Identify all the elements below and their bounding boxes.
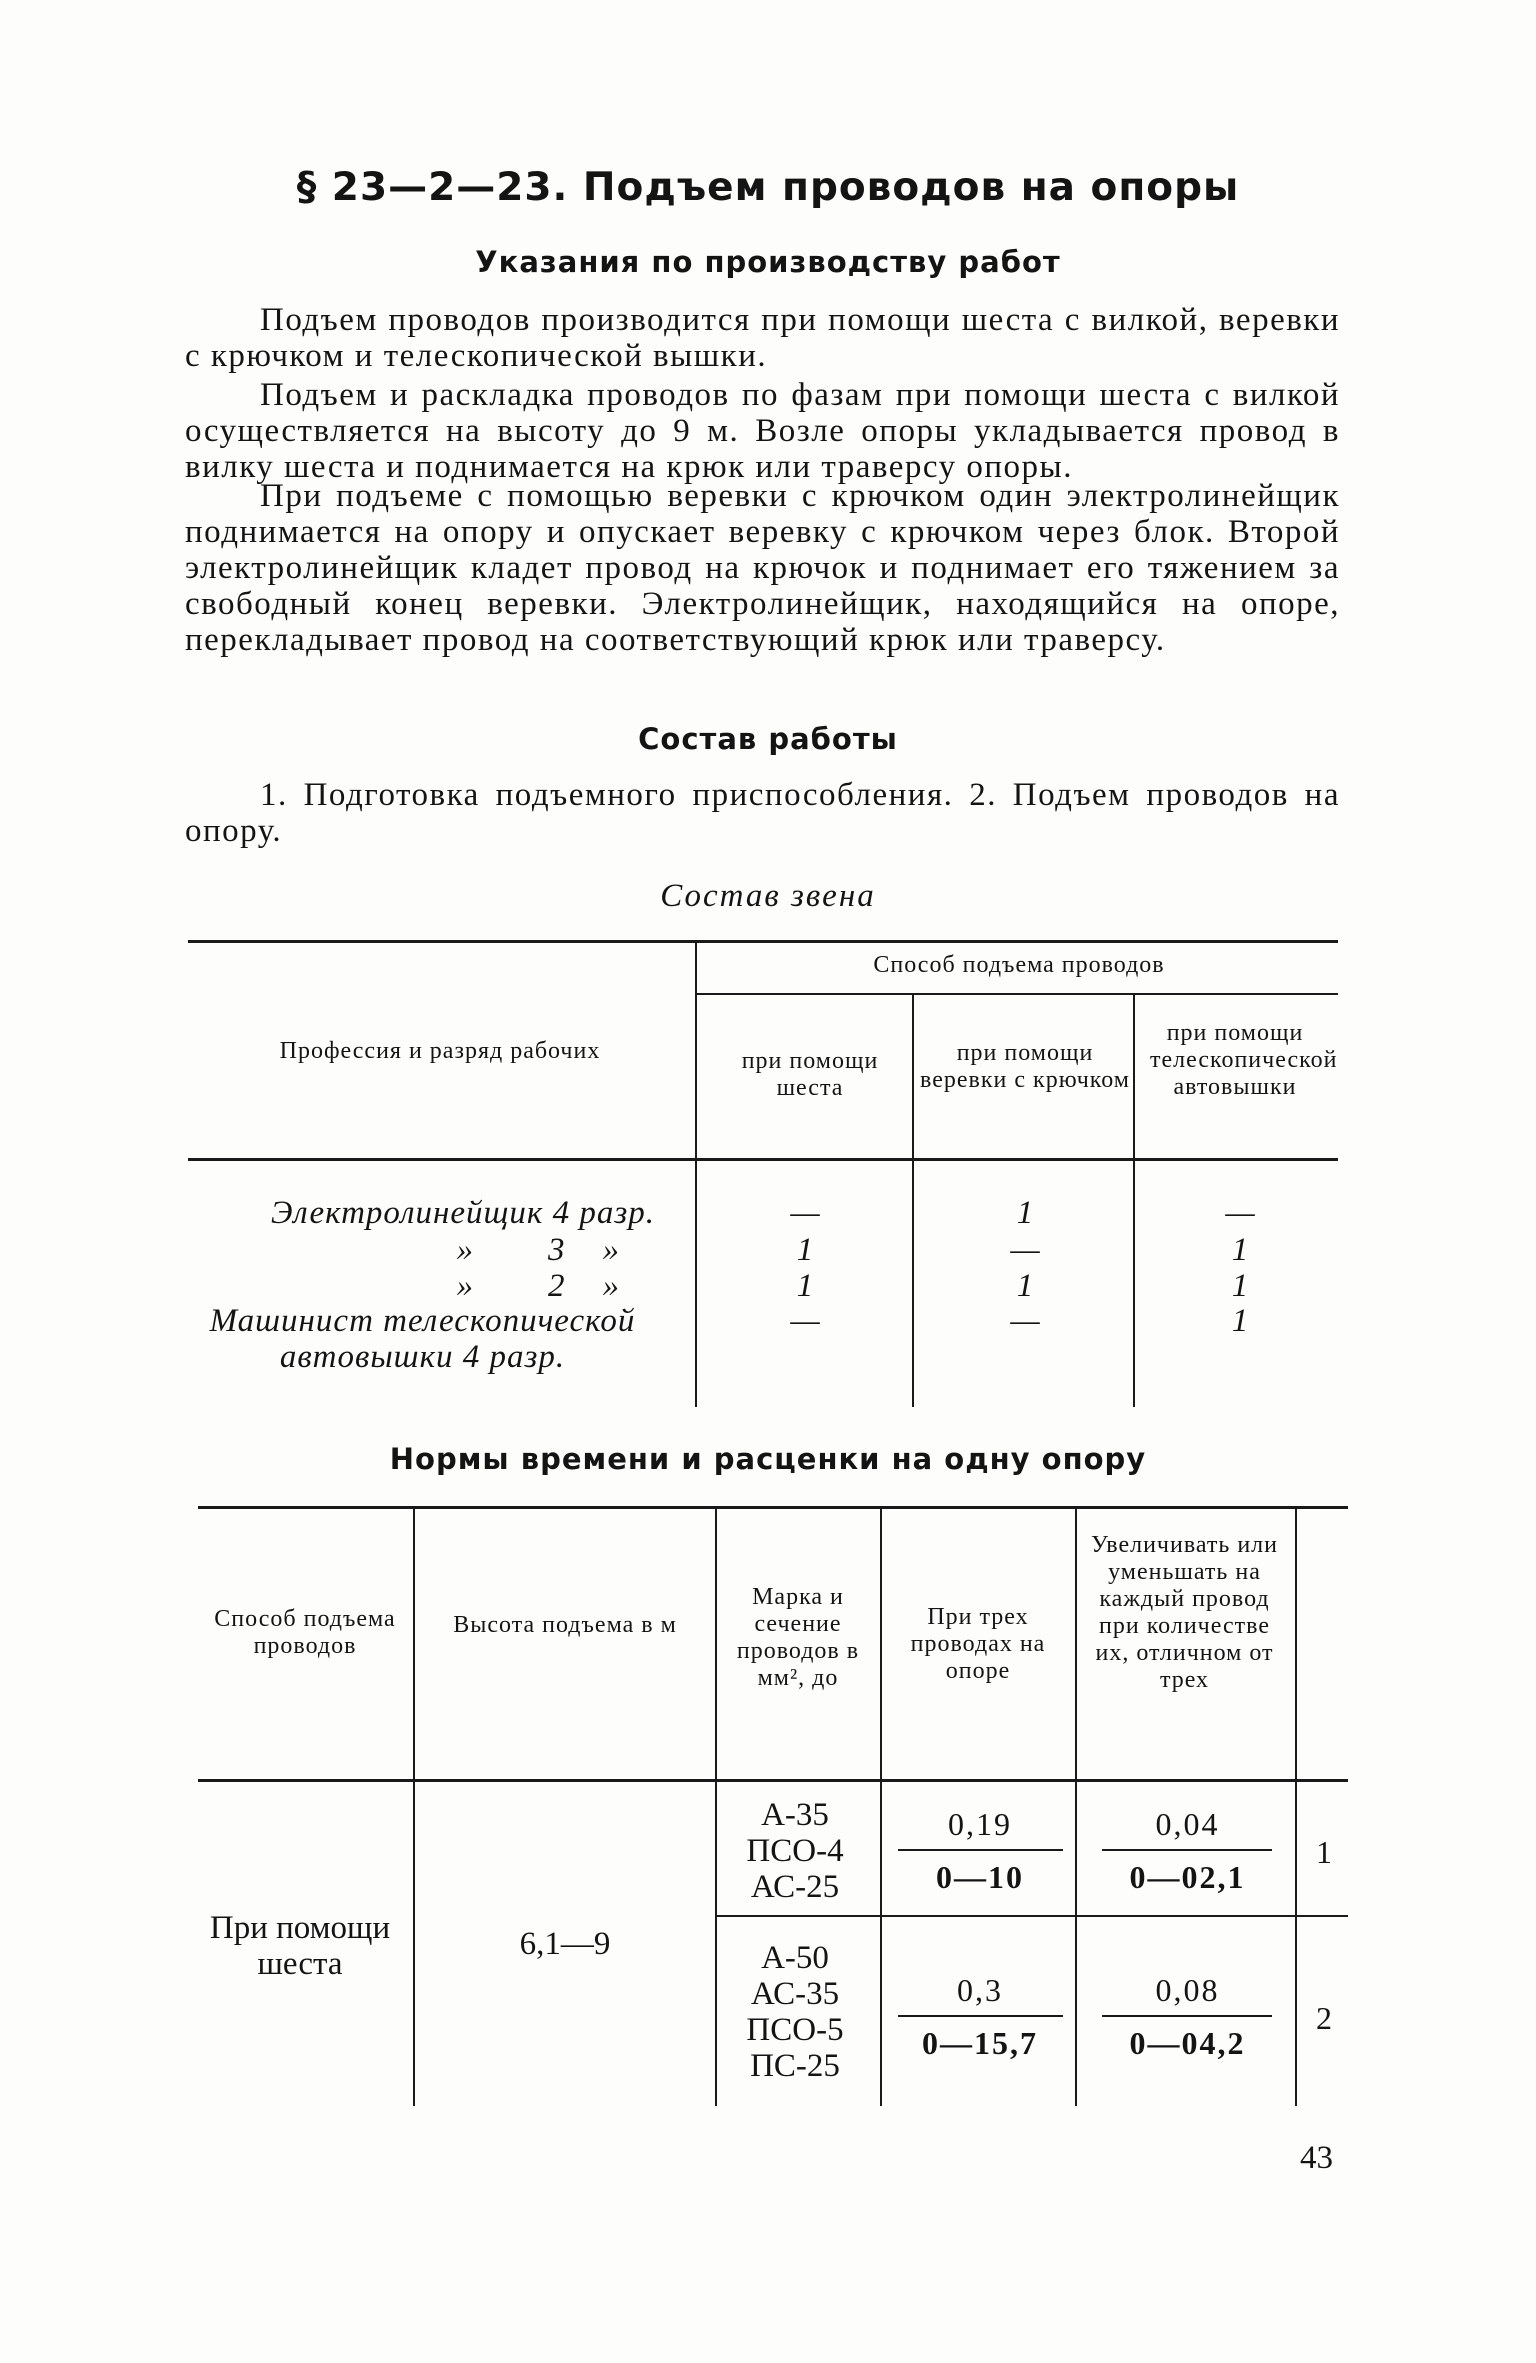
header-height: Высота подъема в м — [453, 1612, 677, 1638]
adj-row-1-bottom: 0—02,1 — [1129, 1859, 1246, 1895]
adj-row-2-top: 0,08 — [1155, 1972, 1220, 2008]
crew-heading: Состав звена — [660, 878, 876, 914]
num-row-1: 1 — [1316, 1834, 1334, 1870]
rope-row-3: 1 — [1016, 1268, 1034, 1304]
worker-row-2: » 3 » — [456, 1232, 620, 1268]
paragraph-3: При подъеме с помощью веревки с крючком один электролинейщик поднимается на опору и опускает веревку с крючком через блок. Второй электролинейщик кладет провод на крючок и поднимает его тяжением за свободный конец веревки. Электролинейщик, находящийся на опоре, перекладывает провод на соответствующий крюк или траверсу. — [185, 478, 1340, 658]
three-row-1-top: 0,19 — [948, 1806, 1012, 1842]
pole-row-4: — — [790, 1303, 820, 1339]
tower-row-2: 1 — [1231, 1232, 1249, 1268]
method-value: При помощи шеста — [209, 1910, 391, 1982]
pole-row-3: 1 — [796, 1268, 814, 1304]
three-row-1-bottom: 0—10 — [936, 1859, 1024, 1895]
three-row-2-bottom: 0—15,7 — [922, 2025, 1038, 2061]
paragraph-1: Подъем проводов производится при помощи шеста с вилкой, веревки с крючком и телескопической вышки. — [185, 302, 1340, 374]
tower-row-4: 1 — [1231, 1303, 1249, 1339]
brand-row-1-a: А-35 — [761, 1797, 829, 1833]
rope-row-2: — — [1010, 1232, 1040, 1268]
header-pole: при помощи шеста — [741, 1048, 879, 1101]
tower-row-1: — — [1225, 1195, 1255, 1231]
pole-row-2: 1 — [796, 1232, 814, 1268]
three-row-2-top: 0,3 — [957, 1972, 1003, 2008]
tower-row-3: 1 — [1231, 1268, 1249, 1304]
header-tower: при помощи телескопической автовышки — [1150, 1020, 1338, 1100]
brand-row-2-d: ПС-25 — [750, 2048, 840, 2084]
page-number: 43 — [1300, 2140, 1333, 2176]
rope-row-4: — — [1010, 1303, 1040, 1339]
header-method-group: Способ подъема проводов — [873, 952, 1165, 978]
section-title: § 23—2—23. Подъем проводов на опоры — [296, 165, 1240, 210]
worker-row-3: » 2 » — [456, 1268, 620, 1304]
header-rope: при помощи веревки с крючком — [920, 1040, 1130, 1093]
worker-row-4: Машинист телескопической автовышки 4 разр. — [209, 1303, 636, 1375]
brand-row-2-c: ПСО-5 — [746, 2012, 844, 2048]
header-brand: Марка и сечение проводов в мм², до — [736, 1584, 860, 1691]
num-row-2: 2 — [1316, 2000, 1334, 2036]
norms-heading: Нормы времени и расценки на одну опору — [389, 1442, 1147, 1476]
work-text: 1. Подготовка подъемного приспособления. 2. Подъем проводов на опору. — [185, 777, 1340, 849]
adj-row-1-top: 0,04 — [1155, 1806, 1220, 1842]
adj-row-2-bottom: 0—04,2 — [1129, 2025, 1246, 2061]
brand-row-2-b: АС-35 — [750, 1976, 840, 2012]
header-adjust: Увеличивать или уменьшать на каждый провод при количестве их, отличном от трех — [1090, 1532, 1278, 1693]
brand-row-1-b: ПСО-4 — [746, 1833, 844, 1869]
rope-row-1: 1 — [1016, 1195, 1034, 1231]
brand-row-2-a: А-50 — [761, 1940, 829, 1976]
brand-row-1-c: АС-25 — [750, 1869, 840, 1905]
header-three: При трех проводах на опоре — [910, 1604, 1046, 1684]
pole-row-1: — — [790, 1195, 820, 1231]
worker-row-1: Электролинейщик 4 разр. — [270, 1195, 655, 1231]
work-heading: Состав работы — [638, 722, 898, 756]
height-value: 6,1—9 — [519, 1926, 611, 1962]
header-method: Способ подъема проводов — [214, 1606, 396, 1659]
header-profession: Профессия и разряд рабочих — [279, 1038, 601, 1064]
instructions-heading: Указания по производству работ — [475, 245, 1061, 279]
paragraph-2: Подъем и раскладка проводов по фазам при помощи шеста с вилкой осуществляется на высоту до 9 м. Возле опоры укладывается провод в вилку шеста и поднимается на крюк или траверсу опоры. — [185, 377, 1340, 485]
